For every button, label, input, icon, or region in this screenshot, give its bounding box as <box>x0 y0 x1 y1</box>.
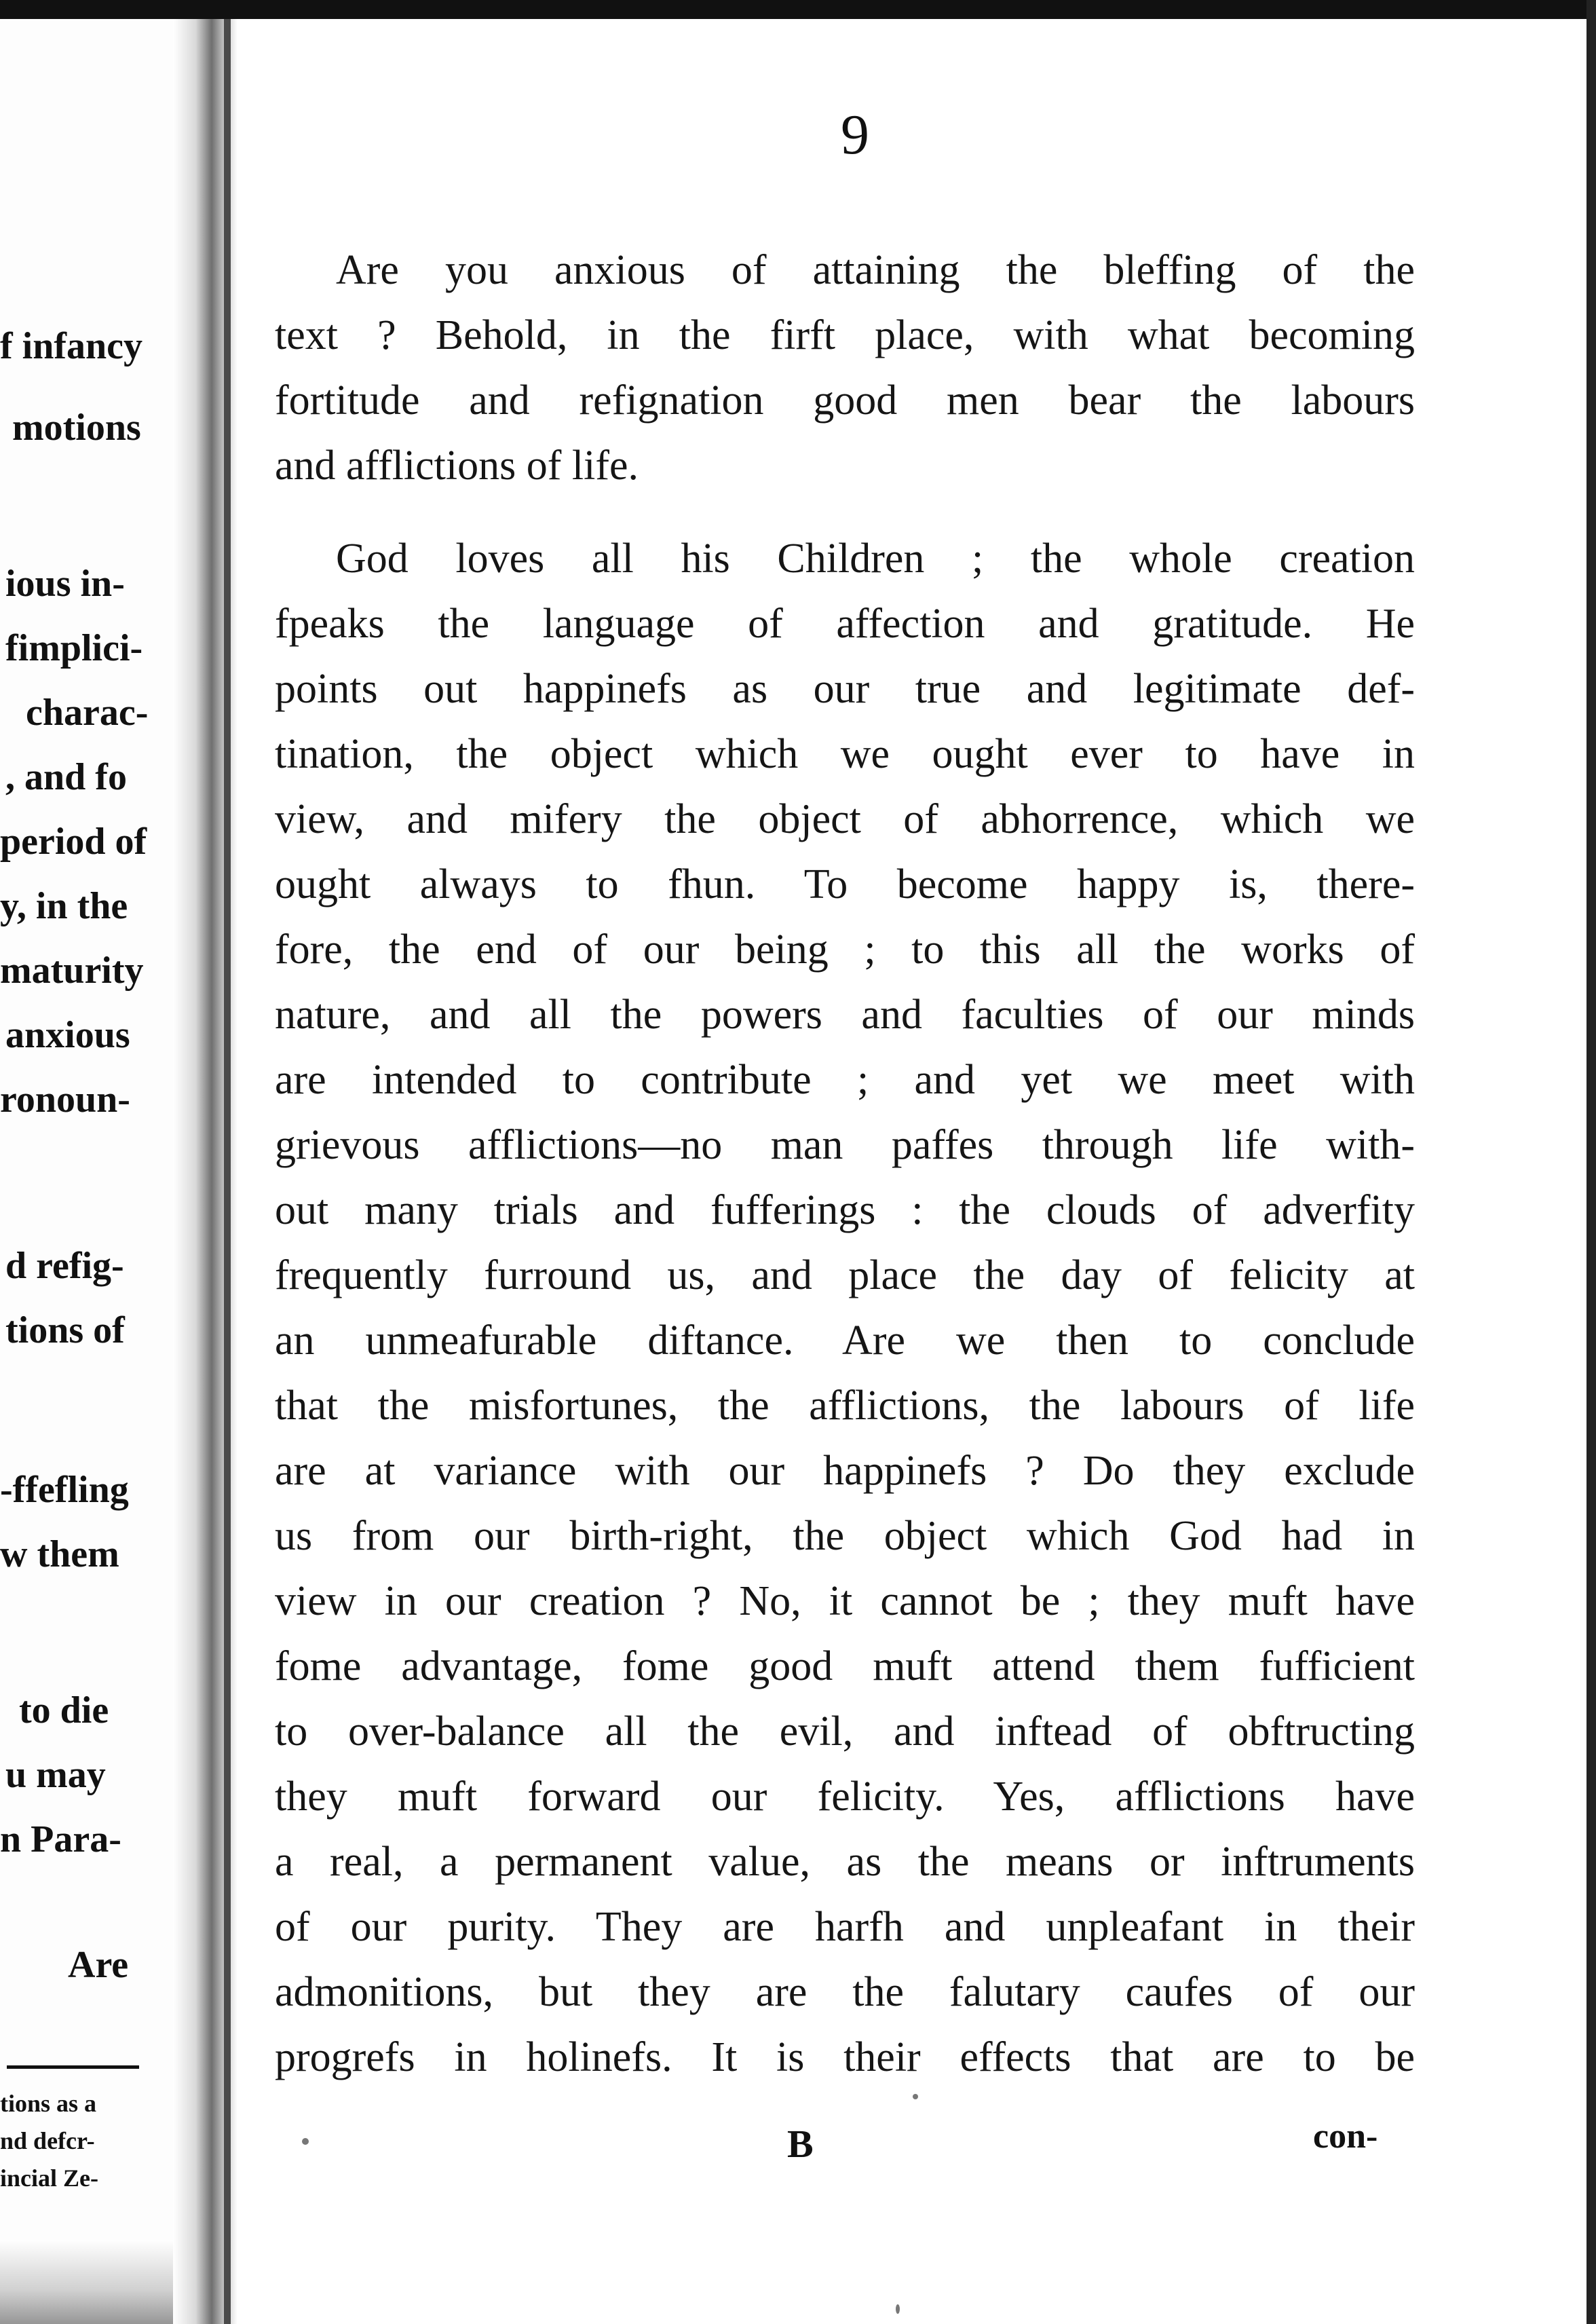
facing-line: ious in- <box>5 563 125 605</box>
text-line: fpeaks the language of affection and gratitude. He <box>275 601 1415 647</box>
text-line: and afflictions of life. <box>275 443 639 489</box>
text-line: are at variance with our happinefs ? Do they exclude <box>275 1448 1415 1494</box>
scan-right-edge <box>1586 0 1596 2324</box>
paragraph-2 <box>275 526 1415 2090</box>
page-number: 9 <box>841 103 869 166</box>
text-line: fome advantage, fome good muft attend them fufficient <box>275 1643 1415 1689</box>
text-line: us from our birth-right, the object which God had in <box>275 1513 1415 1559</box>
facing-line: motions <box>12 407 141 449</box>
gutter-edge <box>224 19 231 2324</box>
text-line: text ? Behold, in the firft place, with what becoming <box>275 312 1415 358</box>
scan-speck <box>913 2094 918 2099</box>
facing-line: n Para- <box>0 1818 121 1860</box>
facing-footnote-line: tions as a <box>0 2090 97 2117</box>
footnote-rule <box>7 2065 139 2069</box>
text-line: an unmeafurable diftance. Are we then to conclude <box>275 1317 1415 1364</box>
text-line: God loves all his Children ; the whole creation <box>336 536 1415 582</box>
facing-footnote-line: incial Ze- <box>0 2164 98 2192</box>
text-line: they muft forward our felicity. Yes, afflictions have <box>275 1774 1415 1820</box>
facing-line: Are <box>68 1944 129 1986</box>
facing-line: w them <box>0 1533 119 1575</box>
text-line: view in our creation ? No, it cannot be ; they muft have <box>275 1578 1415 1624</box>
facing-line: u may <box>5 1754 106 1796</box>
facing-footnote-line: nd defcr- <box>0 2127 95 2154</box>
facing-line: -ffefling <box>0 1469 129 1511</box>
text-line: points out happinefs as our true and legitimate def- <box>275 666 1415 712</box>
facing-line: anxious <box>5 1014 130 1056</box>
facing-line: y, in the <box>0 885 128 927</box>
catchword: con- <box>1313 2117 1378 2156</box>
text-line: are intended to contribute ; and yet we meet with <box>275 1057 1415 1103</box>
text-line: out many trials and fufferings : the clouds of adverfity <box>275 1187 1415 1233</box>
facing-line: maturity <box>0 950 144 992</box>
facing-line: , and fo <box>5 756 127 798</box>
facing-line: period of <box>0 821 147 863</box>
facing-line: charac- <box>26 692 149 734</box>
text-line: fore, the end of our being ; to this all the works of <box>275 926 1415 973</box>
text-line: admonitions, but they are the falutary caufes of our <box>275 1969 1415 2015</box>
facing-line: d refig- <box>5 1245 124 1287</box>
scan-speck <box>896 2304 900 2314</box>
paragraph-1 <box>275 238 1415 498</box>
facing-line: to die <box>19 1689 109 1731</box>
text-line: to over-balance all the evil, and inftead of obftructing <box>275 1708 1415 1755</box>
facing-line: f infancy <box>0 325 142 367</box>
text-line: fortitude and refignation good men bear the labours <box>275 377 1415 424</box>
text-line: progrefs in holinefs. It is their effects that are to be <box>275 2034 1415 2080</box>
text-line: of our purity. They are harfh and unpleafant in their <box>275 1904 1415 1950</box>
scan-speck <box>302 2138 309 2145</box>
text-line: a real, a permanent value, as the means or inftruments <box>275 1839 1415 1885</box>
text-line: ought always to fhun. To become happy is, there- <box>275 861 1415 907</box>
scan-top-edge <box>0 0 1596 19</box>
text-line: view, and mifery the object of abhorrence, which we <box>275 796 1415 842</box>
facing-line: ronoun- <box>0 1079 130 1121</box>
facing-line: fimplici- <box>5 627 143 669</box>
signature-mark: B <box>787 2122 814 2166</box>
text-line: Are you anxious of attaining the bleffing of the <box>336 247 1415 293</box>
facing-line: tions of <box>5 1309 125 1351</box>
text-line: frequently furround us, and place the day of felicity at <box>275 1252 1415 1298</box>
text-line: nature, and all the powers and faculties of our minds <box>275 992 1415 1038</box>
text-line: that the misfortunes, the afflictions, the labours of life <box>275 1383 1415 1429</box>
text-line: grievous afflictions—no man paffes through life with- <box>275 1122 1415 1168</box>
text-line: tination, the object which we ought ever to have in <box>275 731 1415 777</box>
